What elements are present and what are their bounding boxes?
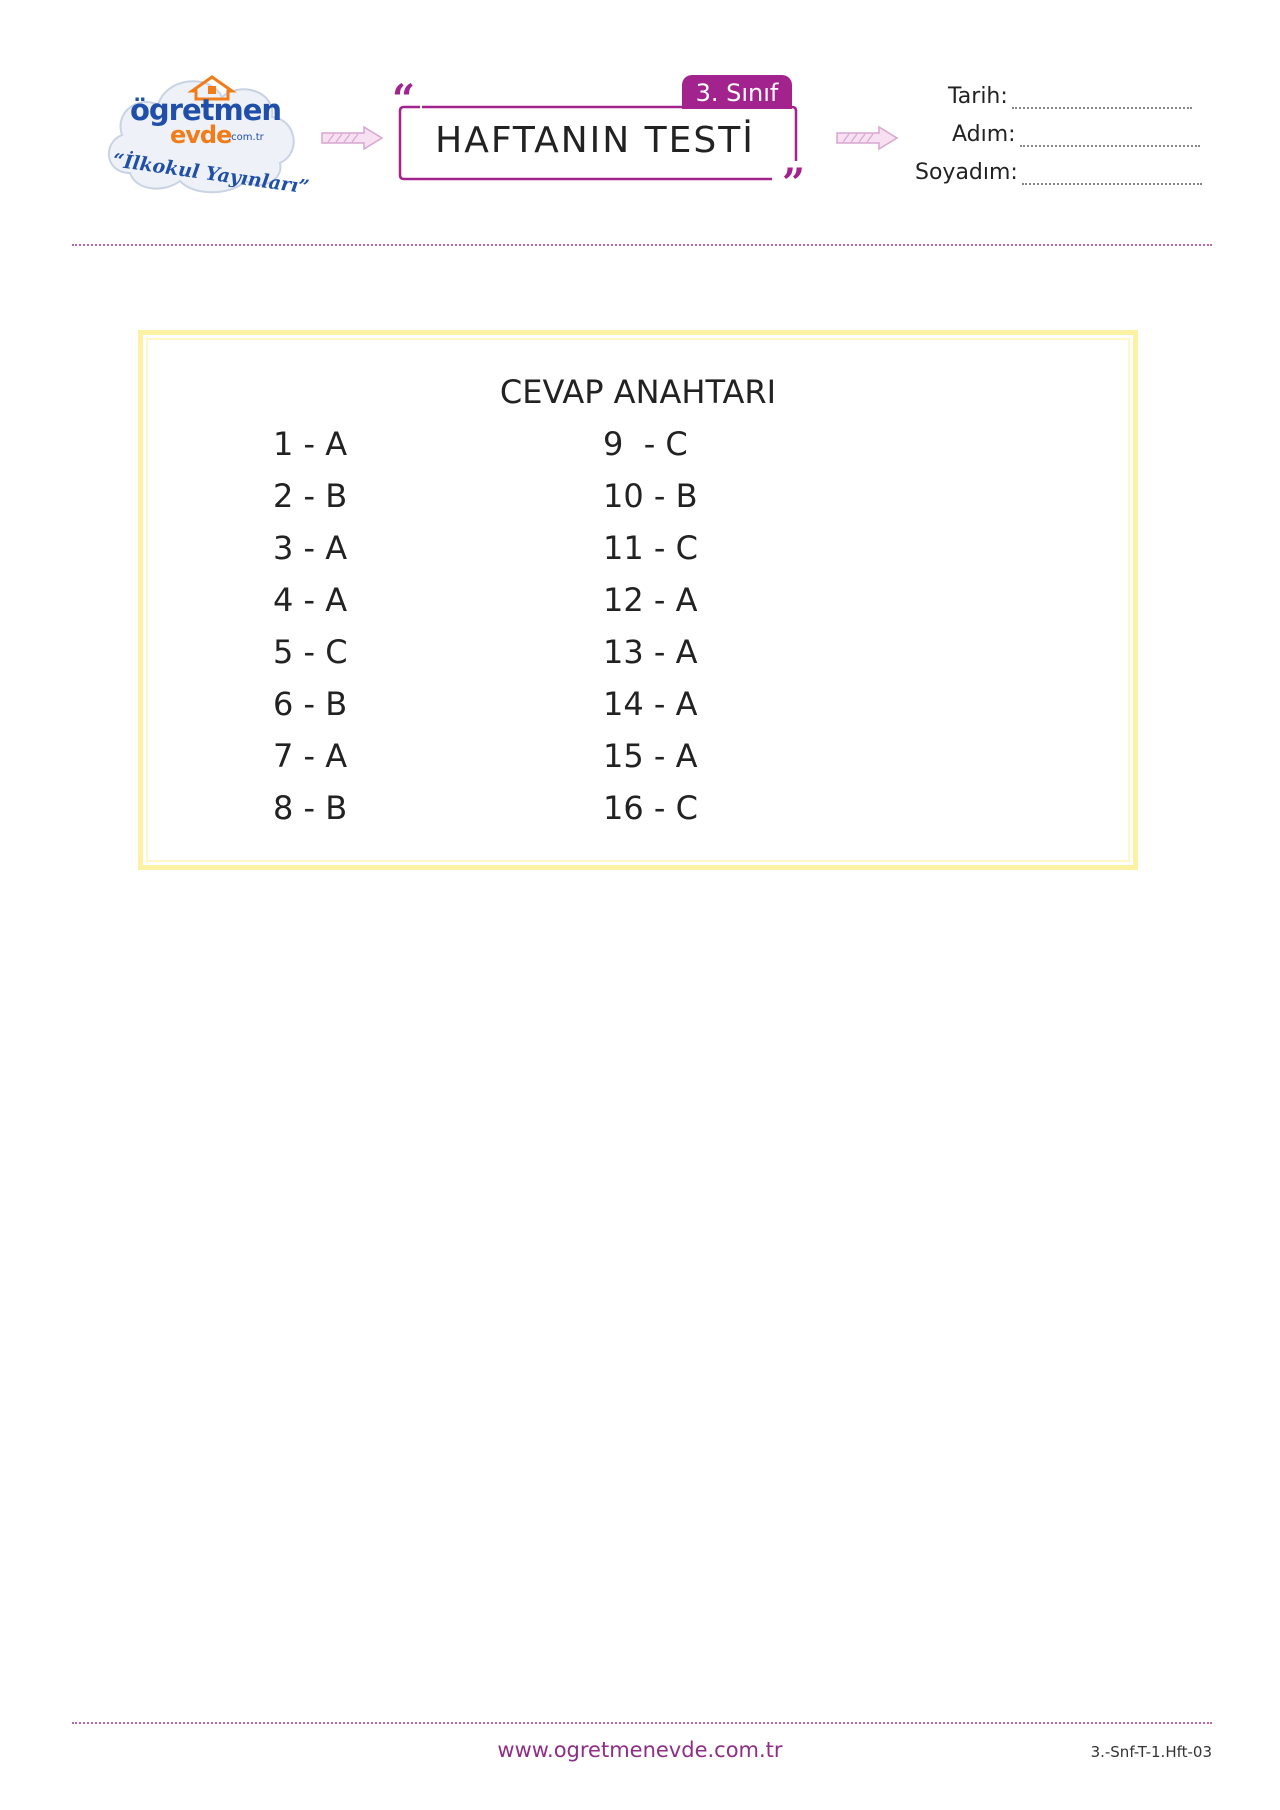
answer-item: 9 - C: [603, 425, 688, 463]
answer-item: 15 - A: [603, 737, 698, 775]
answer-item: 1 - A: [273, 425, 348, 463]
answer-item: 2 - B: [273, 477, 348, 515]
page-title: HAFTANIN TESTİ: [435, 120, 755, 161]
document-code: 3.-Snf-T-1.Hft-03: [1090, 1743, 1212, 1761]
logo-domain: .com.tr: [228, 132, 264, 143]
answer-key-title: CEVAP ANAHTARI: [499, 373, 777, 411]
right-arrow-icon: [320, 125, 384, 151]
logo-word-bottom: evde: [170, 121, 232, 149]
answer-item: 14 - A: [603, 685, 698, 723]
surname-label: Soyadım:: [915, 160, 1018, 185]
answer-item: 6 - B: [273, 685, 348, 723]
footer-divider: [72, 1722, 1212, 1724]
date-label: Tarih:: [948, 84, 1008, 109]
answer-item: 11 - C: [603, 529, 698, 567]
grade-badge: 3. Sınıf: [682, 75, 792, 109]
name-label: Adım:: [952, 122, 1016, 147]
answer-item: 10 - B: [603, 477, 698, 515]
svg-text:“: “: [392, 76, 416, 123]
publisher-logo: [100, 55, 311, 215]
answer-column-right: [603, 425, 698, 841]
answer-item: 12 - A: [603, 581, 698, 619]
logo-word-top: ögretmen: [130, 93, 282, 127]
answer-item: 16 - C: [603, 789, 698, 827]
answer-item: 8 - B: [273, 789, 348, 827]
svg-text:”: ”: [782, 160, 806, 195]
answer-column-left: [273, 425, 348, 841]
right-arrow-icon: [835, 125, 899, 151]
answer-item: 3 - A: [273, 529, 348, 567]
logo-tagline: “İlkokul Yayınları”: [111, 149, 311, 199]
answer-key-box: [138, 330, 1138, 870]
answer-item: 7 - A: [273, 737, 348, 775]
footer-website[interactable]: www.ogretmenevde.com.tr: [497, 1738, 783, 1762]
answer-item: 13 - A: [603, 633, 698, 671]
answer-item: 5 - C: [273, 633, 348, 671]
name-field[interactable]: [952, 122, 1200, 152]
answer-item: 4 - A: [273, 581, 348, 619]
title-frame: [392, 75, 822, 195]
header-divider: [72, 244, 1212, 246]
date-field[interactable]: [948, 84, 1192, 114]
surname-field[interactable]: [915, 160, 1202, 190]
